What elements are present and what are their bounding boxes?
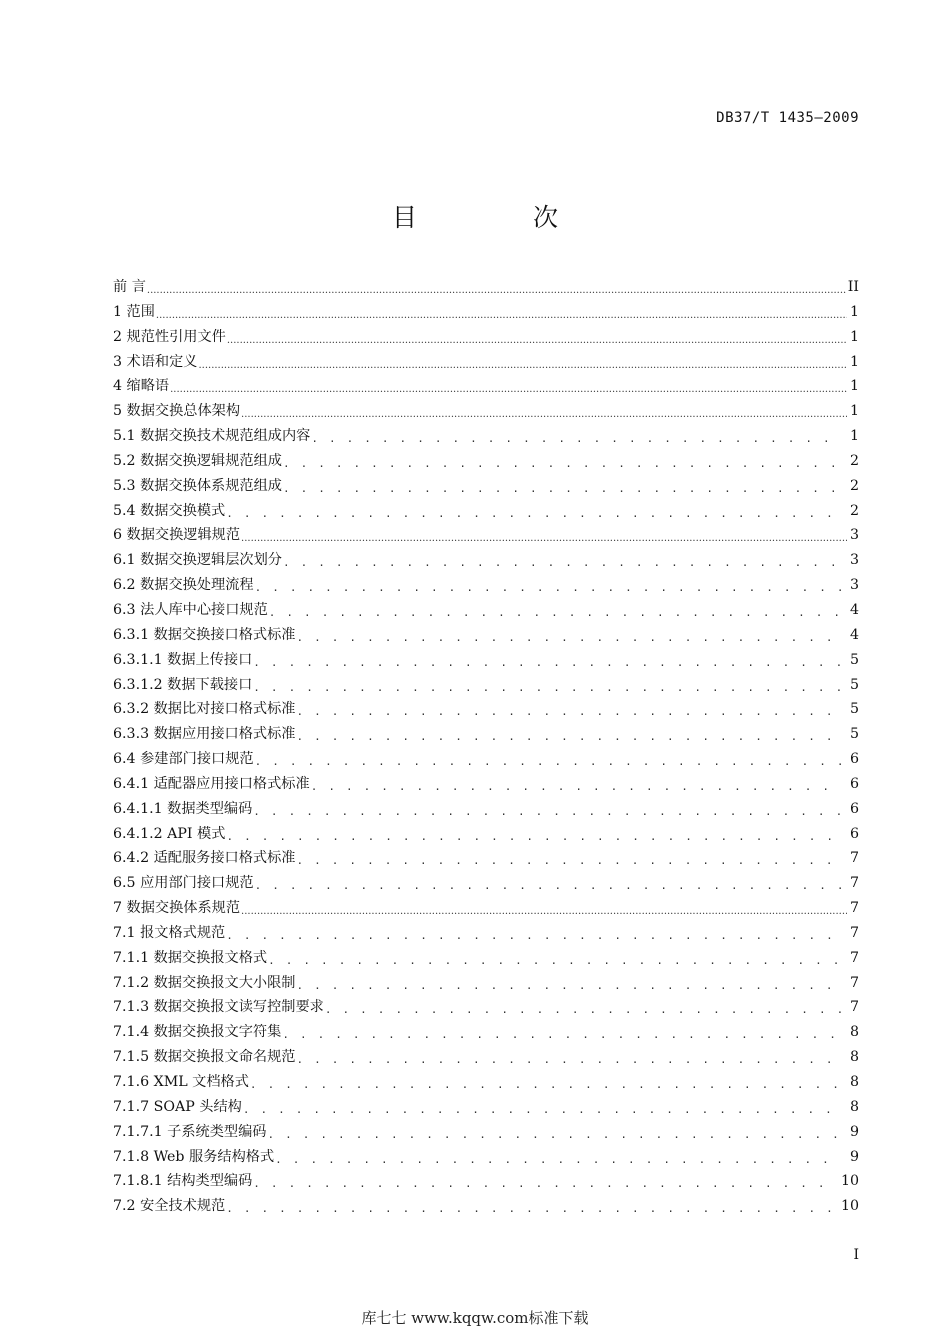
toc-entry-label: 6.4.1.1 数据类型编码 xyxy=(113,800,253,817)
toc-entry-label: 6.3 法人库中心接口规范 xyxy=(113,601,268,618)
toc-entry[interactable] xyxy=(113,748,859,773)
toc-dot-leader xyxy=(297,629,842,646)
toc-entry[interactable] xyxy=(113,599,859,624)
toc-entry[interactable] xyxy=(113,1021,859,1046)
toc-dot-leader xyxy=(297,703,842,720)
toc-entry[interactable] xyxy=(113,698,859,723)
toc-entry[interactable] xyxy=(113,1195,859,1220)
toc-dot-leader xyxy=(325,1001,841,1018)
footer-watermark: 库七七 www.kqqw.com标准下载 xyxy=(361,1309,589,1327)
toc-entry-page: 6 xyxy=(849,825,859,842)
toc-entry[interactable] xyxy=(113,674,859,699)
toc-dot-leader xyxy=(268,952,841,969)
toc-entry-label: 3 术语和定义 xyxy=(113,353,198,370)
toc-entry-label: 6 数据交换逻辑规范 xyxy=(113,527,241,544)
toc-entry-page: 3 xyxy=(849,552,859,569)
toc-dot-leader xyxy=(253,1175,833,1192)
toc-entry-page: 10 xyxy=(840,1198,859,1215)
toc-entry[interactable] xyxy=(113,1170,859,1195)
toc-entry-page: 4 xyxy=(849,626,859,643)
toc-dot-leader xyxy=(241,405,847,422)
toc-dot-leader xyxy=(269,604,841,621)
toc-entry-page: 6 xyxy=(849,775,859,792)
toc-entry-page: 3 xyxy=(849,527,859,544)
toc-dot-leader xyxy=(156,306,847,323)
toc-entry-page: 2 xyxy=(849,477,859,494)
toc-entry-label: 6.3.2 数据比对接口格式标准 xyxy=(113,701,296,718)
toc-entry[interactable] xyxy=(113,475,859,500)
toc-entry[interactable] xyxy=(113,524,859,549)
toc-dot-leader xyxy=(241,529,847,546)
toc-dot-leader xyxy=(311,430,841,447)
toc-entry-page: 7 xyxy=(849,924,859,941)
toc-entry-label: 4 缩略语 xyxy=(113,378,170,395)
toc-dot-leader xyxy=(226,1200,833,1217)
toc-entry[interactable] xyxy=(113,351,859,376)
toc-entry[interactable] xyxy=(113,872,859,897)
toc-entry[interactable] xyxy=(113,1121,859,1146)
toc-entry[interactable] xyxy=(113,847,859,872)
toc-dot-leader xyxy=(226,505,841,522)
toc-entry-label: 7.1.7 SOAP 头结构 xyxy=(113,1098,242,1115)
toc-dot-leader xyxy=(311,778,841,795)
toc-entry-label: 5.2 数据交换逻辑规范组成 xyxy=(113,452,282,469)
toc-dot-leader xyxy=(283,554,841,571)
toc-entry-label: 7 数据交换体系规范 xyxy=(113,900,241,917)
toc-entry-page: 9 xyxy=(849,1123,859,1140)
toc-entry[interactable] xyxy=(113,425,859,450)
toc-dot-leader xyxy=(282,1026,841,1043)
toc-entry-page: 2 xyxy=(849,502,859,519)
toc-entry[interactable] xyxy=(113,922,859,947)
toc-entry-label: 7.1.1 数据交换报文格式 xyxy=(113,949,268,966)
toc-entry-label: 6.3.1 数据交换接口格式标准 xyxy=(113,626,296,643)
toc-title: 目 次 xyxy=(392,203,612,232)
toc-entry[interactable] xyxy=(113,823,859,848)
toc-dot-leader xyxy=(297,852,842,869)
toc-entry-label: 2 规范性引用文件 xyxy=(113,328,226,345)
toc-entry-label: 6.4 参建部门接口规范 xyxy=(113,751,254,768)
toc-entry-page: 7 xyxy=(849,999,859,1016)
toc-entry-page: 8 xyxy=(849,1024,859,1041)
toc-dot-leader xyxy=(243,1101,841,1118)
toc-entry-label: 5 数据交换总体架构 xyxy=(113,403,241,420)
toc-entry[interactable] xyxy=(113,276,859,301)
toc-entry-page: 1 xyxy=(849,378,859,395)
toc-entry-label: 7.1.6 XML 文档格式 xyxy=(113,1074,249,1090)
toc-dot-leader xyxy=(297,1051,842,1068)
toc-entry-page: II xyxy=(847,279,859,295)
toc-entry-page: 9 xyxy=(849,1148,859,1165)
toc-entry-page: 7 xyxy=(849,875,859,892)
table-of-contents xyxy=(113,276,859,1220)
toc-entry-page: 7 xyxy=(849,949,859,966)
toc-dot-leader xyxy=(267,1126,841,1143)
toc-entry-page: 3 xyxy=(849,577,859,594)
toc-dot-leader xyxy=(255,579,841,596)
toc-dot-leader xyxy=(283,480,841,497)
toc-dot-leader xyxy=(198,356,847,373)
toc-entry-label: 7.1 报文格式规范 xyxy=(113,924,226,941)
toc-entry[interactable] xyxy=(113,1146,859,1171)
toc-entry-label: 6.3.1.2 数据下载接口 xyxy=(113,676,253,693)
toc-entry[interactable] xyxy=(113,649,859,674)
toc-dot-leader xyxy=(226,828,841,845)
toc-entry[interactable] xyxy=(113,301,859,326)
toc-entry-page: 5 xyxy=(849,676,859,693)
toc-entry[interactable] xyxy=(113,400,859,425)
toc-entry-page: 2 xyxy=(849,452,859,469)
toc-entry-label: 7.1.5 数据交换报文命名规范 xyxy=(113,1049,296,1066)
toc-entry[interactable] xyxy=(113,972,859,997)
toc-entry[interactable] xyxy=(113,574,859,599)
toc-dot-leader xyxy=(283,455,841,472)
toc-entry-label: 前 言 xyxy=(113,279,146,295)
toc-entry-page: 8 xyxy=(849,1074,859,1090)
toc-entry-label: 7.1.8.1 结构类型编码 xyxy=(113,1173,253,1190)
toc-entry-page: 1 xyxy=(849,303,859,320)
toc-entry[interactable] xyxy=(113,450,859,475)
toc-entry[interactable] xyxy=(113,723,859,748)
toc-entry-page: 1 xyxy=(849,428,859,445)
toc-entry[interactable] xyxy=(113,549,859,574)
toc-entry-label: 6.4.1 适配器应用接口格式标准 xyxy=(113,775,310,792)
document-code: DB37/T 1435—2009 xyxy=(716,110,859,126)
toc-entry-label: 6.5 应用部门接口规范 xyxy=(113,875,254,892)
toc-entry[interactable] xyxy=(113,773,859,798)
toc-entry-label: 7.1.4 数据交换报文字符集 xyxy=(113,1024,282,1041)
toc-entry-label: 6.4.2 适配服务接口格式标准 xyxy=(113,850,296,867)
toc-entry-page: 1 xyxy=(849,353,859,370)
toc-entry-label: 7.1.2 数据交换报文大小限制 xyxy=(113,974,296,991)
toc-entry-label: 5.1 数据交换技术规范组成内容 xyxy=(113,428,311,445)
toc-entry-page: 8 xyxy=(849,1098,859,1115)
toc-dot-leader xyxy=(253,679,841,696)
toc-dot-leader xyxy=(170,380,847,397)
toc-entry-page: 7 xyxy=(849,974,859,991)
toc-entry-label: 6.1 数据交换逻辑层次划分 xyxy=(113,552,282,569)
toc-entry[interactable] xyxy=(113,1096,859,1121)
toc-entry-label: 6.4.1.2 API 模式 xyxy=(113,825,226,842)
toc-entry-label: 7.2 安全技术规范 xyxy=(113,1198,226,1215)
toc-entry-page: 6 xyxy=(849,800,859,817)
toc-dot-leader xyxy=(255,877,841,894)
toc-entry-page: 7 xyxy=(849,900,859,917)
toc-entry[interactable] xyxy=(113,1071,859,1096)
toc-entry-label: 6.3.3 数据应用接口格式标准 xyxy=(113,726,296,743)
toc-entry-label: 1 范围 xyxy=(113,303,155,320)
toc-entry[interactable] xyxy=(113,1046,859,1071)
toc-entry[interactable] xyxy=(113,326,859,351)
toc-entry[interactable] xyxy=(113,624,859,649)
toc-entry-page: 4 xyxy=(849,601,859,618)
toc-dot-leader xyxy=(253,654,841,671)
toc-entry-label: 5.4 数据交换模式 xyxy=(113,502,226,519)
toc-dot-leader xyxy=(297,728,842,745)
toc-entry-label: 5.3 数据交换体系规范组成 xyxy=(113,477,282,494)
page-number: I xyxy=(853,1247,859,1263)
toc-entry[interactable] xyxy=(113,798,859,823)
toc-entry-page: 5 xyxy=(849,651,859,668)
toc-dot-leader xyxy=(241,902,847,919)
toc-entry-label: 6.2 数据交换处理流程 xyxy=(113,577,254,594)
toc-entry-page: 5 xyxy=(849,726,859,743)
toc-entry-page: 6 xyxy=(849,751,859,768)
toc-entry[interactable] xyxy=(113,947,859,972)
toc-entry[interactable] xyxy=(113,897,859,922)
toc-dot-leader xyxy=(147,281,846,298)
toc-entry-label: 6.3.1.1 数据上传接口 xyxy=(113,651,253,668)
toc-dot-leader xyxy=(297,977,842,994)
toc-dot-leader xyxy=(255,753,841,770)
toc-entry-page: 5 xyxy=(849,701,859,718)
toc-entry[interactable] xyxy=(113,500,859,525)
toc-entry-page: 7 xyxy=(849,850,859,867)
toc-entry[interactable] xyxy=(113,996,859,1021)
toc-entry-page: 1 xyxy=(849,328,859,345)
toc-entry-label: 7.1.7.1 子系统类型编码 xyxy=(113,1123,267,1140)
toc-entry-page: 10 xyxy=(840,1173,859,1190)
toc-entry-label: 7.1.8 Web 服务结构格式 xyxy=(113,1148,275,1165)
toc-entry-page: 8 xyxy=(849,1049,859,1066)
toc-dot-leader xyxy=(253,803,841,820)
toc-entry-label: 7.1.3 数据交换报文读写控制要求 xyxy=(113,999,324,1016)
toc-dot-leader xyxy=(227,331,847,348)
toc-dot-leader xyxy=(250,1076,841,1093)
toc-entry[interactable] xyxy=(113,375,859,400)
toc-dot-leader xyxy=(226,927,841,944)
toc-dot-leader xyxy=(275,1151,841,1168)
toc-entry-page: 1 xyxy=(849,403,859,420)
